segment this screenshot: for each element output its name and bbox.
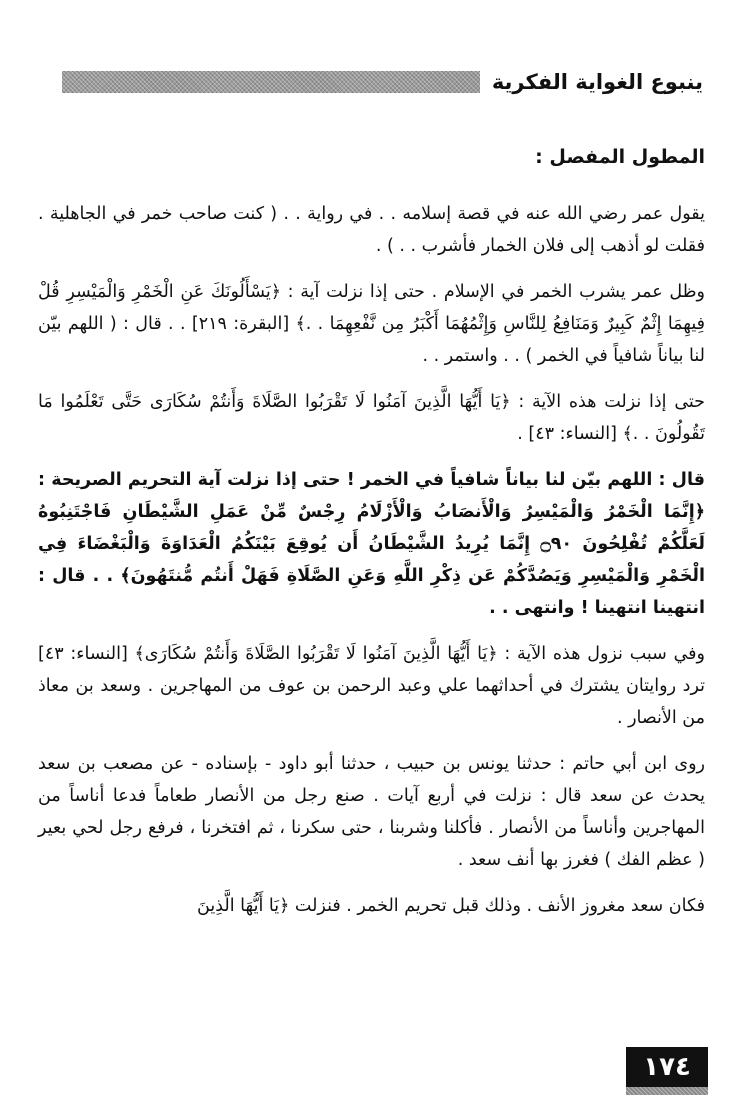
page-number-decorative-bar bbox=[626, 1087, 708, 1095]
header-decorative-bar bbox=[62, 71, 480, 93]
paragraph-umar-story: يقول عمر رضي الله عنه في قصة إسلامه . . في رواية . . ( كنت صاحب خمر في الجاهلية . فقلت لو أذهب إلى فلان الخمار فأشرب . . ) . bbox=[38, 204, 705, 256]
page-number: ١٧٤ bbox=[626, 1047, 708, 1087]
paragraph-saad-nose: فكان سعد مغروز الأنف . وذلك قبل تحريم الخمر . فنزلت ﴿يَا أَيُّهَا الَّذِينَ bbox=[197, 896, 705, 916]
paragraph-ibn-abi-hatim: روى ابن أبي حاتم : حدثنا يونس بن حبيب ، حدثنا أبو داود - بإسناده - عن مصعب بن سعد يحدث عن سعد قال : نزلت في أربع آيات . صنع رجل من الأنصار طعاماً فدعا أناساً من المهاجرين وأناساً من الأنصار . فأكلنا وشربنا ، حتى سكرنا ، ثم افتخرنا ، فرفع رجل لحي بعير ( عظم الفك ) فغرز بها أنف سعد . bbox=[38, 754, 705, 870]
section-title: المطول المفصل : bbox=[535, 146, 705, 168]
paragraph-nisa-verse: حتى إذا نزلت هذه الآية : ﴿يَا أَيُّهَا الَّذِينَ آمَنُوا لَا تَقْرَبُوا الصَّلَاةَ وَأَنتُمْ سُكَارَى حَتَّى تَعْلَمُوا مَا تَقُولُونَ . .﴾ [النساء: ٤٣] . bbox=[38, 392, 705, 444]
paragraph-baqarah-verse: وظل عمر يشرب الخمر في الإسلام . حتى إذا نزلت آية : ﴿يَسْأَلُونَكَ عَنِ الْخَمْرِ وَالْمَيْسِرِ قُلْ فِيهِمَا إِثْمٌ كَبِيرٌ وَمَنَافِعُ لِلنَّاسِ وَإِثْمُهُمَا أَكْبَرُ مِن نَّفْعِهِمَا . .﴾ [البقرة: ٢١٩] . . قال : ( اللهم بيّن لنا بياناً شافياً في الخمر ) . . واستمر . . bbox=[38, 282, 706, 366]
page-body bbox=[38, 142, 705, 936]
paragraph-revelation-cause: وفي سبب نزول هذه الآية : ﴿يَا أَيُّهَا الَّذِينَ آمَنُوا لَا تَقْرَبُوا الصَّلَاةَ وَأَنتُمْ سُكَارَى﴾ [النساء: ٤٣] ترد روايتان يشترك في أحداثهما علي وعبد الرحمن بن عوف من المهاجرين . وسعد بن معاذ من الأنصار . bbox=[38, 644, 705, 728]
paragraph-prohibition-verse: قال : اللهم بيّن لنا بياناً شافياً في الخمر ! حتى إذا نزلت آية التحريم الصريحة : ﴿إِنَّمَا الْخَمْرُ وَالْمَيْسِرُ وَالْأَنصَابُ وَالْأَزْلَامُ رِجْسٌ مِّنْ عَمَلِ الشَّيْطَانِ فَاجْتَنِبُوهُ لَعَلَّكُمْ تُفْلِحُونَ ۝٩٠ إِنَّمَا يُرِيدُ الشَّيْطَانُ أَن يُوقِعَ بَيْنَكُمُ الْعَدَاوَةَ وَالْبَغْضَاءَ فِي الْخَمْرِ وَالْمَيْسِرِ وَيَصُدَّكُمْ عَن ذِكْرِ اللَّهِ وَعَنِ الصَّلَاةِ فَهَلْ أَنتُم مُّنتَهُونَ﴾ . . قال : انتهينا انتهينا ! وانتهى . . bbox=[38, 470, 705, 618]
running-header-title: ينبوع الغواية الفكرية bbox=[491, 70, 703, 94]
running-header bbox=[62, 66, 703, 98]
